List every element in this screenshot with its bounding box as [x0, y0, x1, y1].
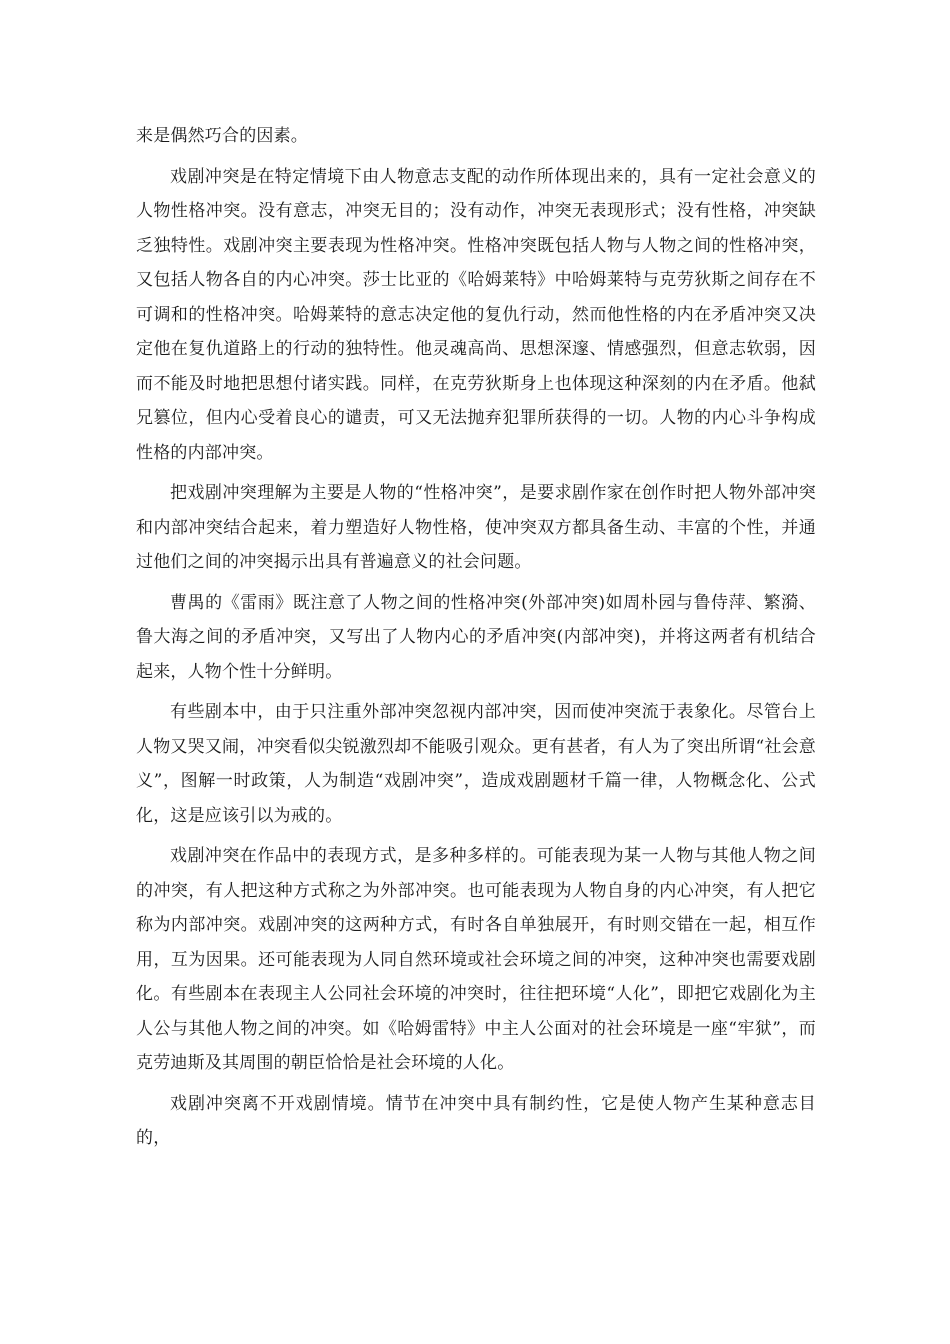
paragraph-dramatic-situation: 戏剧冲突离不开戏剧情境。情节在冲突中具有制约性，它是使人物产生某种意志目的，: [136, 1093, 816, 1148]
paragraph-external-conflict-warning: 有些剧本中，由于只注重外部冲突忽视内部冲突，因而使冲突流于表象化。尽管台上人物又哭又闹，冲突看似尖锐激烈却不能吸引观众。更有甚者，有人为了突出所谓“社会意义”，图解一时政策，人为制造“戏剧冲突”，造成戏剧题材千篇一律，人物概念化、公式化，这是应该引以为戒的。: [136, 702, 816, 826]
paragraph-character-conflict: 把戏剧冲突理解为主要是人物的“性格冲突”，是要求剧作家在创作时把人物外部冲突和内部冲突结合起来，着力塑造好人物性格，使冲突双方都具备生动、丰富的个性，并通过他们之间的冲突揭示出具有普遍意义的社会问题。: [136, 483, 816, 572]
paragraph-thunderstorm: 曹禺的《雷雨》既注意了人物之间的性格冲突(外部冲突)如周朴园与鲁侍萍、繁漪、鲁大海之间的矛盾冲突，又写出了人物内心的矛盾冲突(内部冲突)，并将这两者有机结合起来，人物个性十分鲜明。: [136, 592, 816, 682]
paragraph-conflict-definition: 戏剧冲突是在特定情境下由人物意志支配的动作所体现出来的，具有一定社会意义的人物性格冲突。没有意志，冲突无目的；没有动作，冲突无表现形式；没有性格，冲突缺乏独特性。戏剧冲突主要表现为性格冲突。性格冲突既包括人物与人物之间的性格冲突，又包括人物各自的内心冲突。莎士比亚的《哈姆莱特》中哈姆莱特与克劳狄斯之间存在不可调和的性格冲突。哈姆莱特的意志决定他的复仇行动，然而他性格的内在矛盾冲突又决定他在复仇道路上的行动的独特性。他灵魂高尚、思想深邃、情感强烈，但意志软弱，因而不能及时地把思想付诸实践。同样，在克劳狄斯身上也体现这种深刻的内在矛盾。他弑兄篡位，但内心受着良心的谴责，可又无法抛弃犯罪所获得的一切。人物的内心斗争构成性格的内部冲突。: [136, 166, 816, 463]
document-body: [136, 119, 816, 1162]
paragraph-conflict-forms: 戏剧冲突在作品中的表现方式，是多种多样的。可能表现为某一人物与其他人物之间的冲突，有人把这种方式称之为外部冲突。也可能表现为人物自身的内心冲突，有人把它称为内部冲突。戏剧冲突的这两种方式，有时各自单独展开，有时则交错在一起，相互作用，互为因果。还可能表现为人同自然环境或社会环境之间的冲突，这种冲突也需要戏剧化。有些剧本在表现主人公同社会环境的冲突时，往往把环境“人化”，即把它戏剧化为主人公与其他人物之间的冲突。如《哈姆雷特》中主人公面对的社会环境是一座“牢狱”，而克劳迪斯及其周围的朝臣恰恰是社会环境的人化。: [136, 846, 816, 1073]
paragraph-continuation: 来是偶然巧合的因素。: [136, 126, 308, 146]
